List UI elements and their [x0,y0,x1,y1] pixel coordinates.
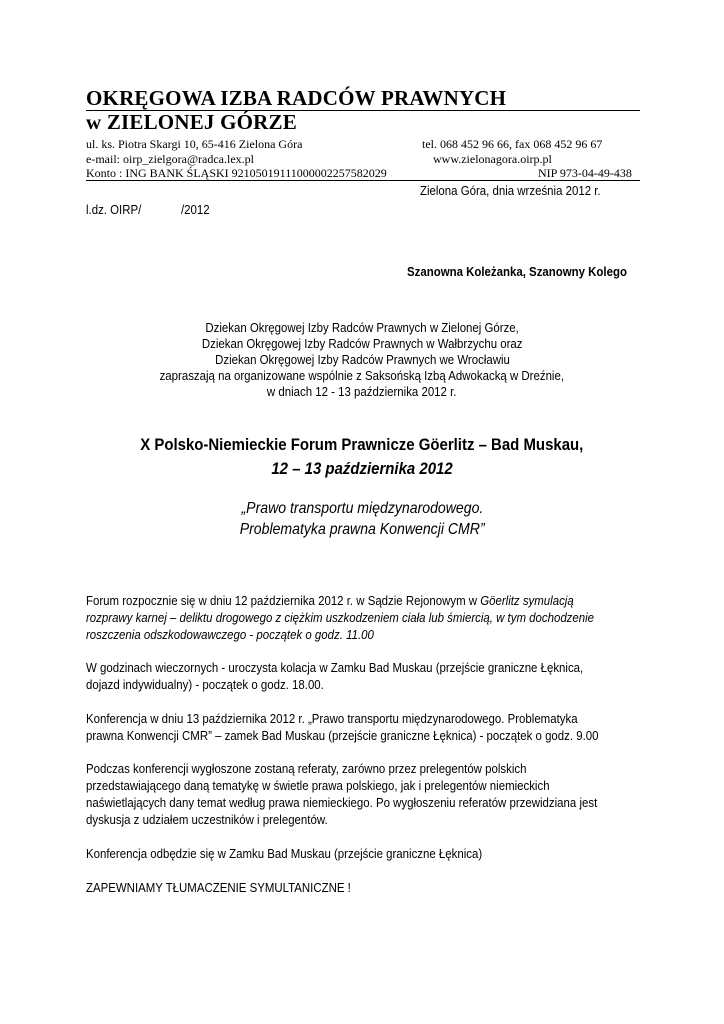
invitation-block [60,320,664,400]
reference-year [181,202,214,217]
paragraph-text: rozprawy karnej – deliktu drogowego z ciężkim uszkodzeniem ciała lub śmiercią, w tym dochodzenie [86,610,595,625]
event-subtitle-text: Problematyka prawna Konwencji CMR” [239,521,485,538]
place-date [420,183,625,198]
paragraph-line [86,811,638,828]
paragraph-line [86,676,638,693]
org-name-line1: OKRĘGOWA IZBA RADCÓW PRAWNYCH [86,86,507,110]
reference-number [86,202,149,217]
org-nip: NIP 973-04-49-438 [538,166,632,180]
paragraph-text: Podczas konferencji wygłoszone zostaną referaty, zarówno przez prelegentów polskich [86,761,527,776]
paragraph-line [86,609,638,626]
paragraph-text: prawna Konwencji CMR” – zamek Bad Muskau (przejście graniczne Łęknica) - początek o godz. 9.00 [86,728,599,743]
invitation-line [60,368,664,384]
invitation-text: zapraszają na organizowane wspólnie z Saksońską Izbą Adwokacką w Dreźnie, [159,368,565,383]
paragraph-text: naświetlających dany temat według prawa niemieckiego. Po wygłoszeniu referatów przewidziana jest [86,795,598,810]
paragraph-forum-start [86,592,638,643]
invitation-line [60,320,664,336]
paragraph-text: Forum rozpocznie się w dniu 12 października 2012 r. w Sądzie Rejonowym w [86,593,481,608]
event-title [40,435,684,455]
invitation-text: Dziekan Okręgowej Izby Radców Prawnych w Zielonej Górze, [205,320,519,335]
paragraph-line [86,794,638,811]
paragraph-line [86,760,638,777]
paragraph-text: dojazd indywidualny) - początek o godz. 18.00. [86,677,324,692]
org-phone-fax: tel. 068 452 96 66, fax 068 452 96 67 [422,137,603,151]
reference-prefix: l.dz. OIRP/ [86,202,142,217]
org-website: www.zielonagora.oirp.pl [433,152,552,166]
paragraph-evening-dinner [86,659,638,693]
paragraph-line [86,710,638,727]
greeting-text: Szanowna Koleżanka, Szanowny Kolego [407,264,627,279]
org-bank-account: Konto : ING BANK ŚLĄSKI 92105019111000002257582029 [86,166,387,180]
paragraph-text: ZAPEWNIAMY TŁUMACZENIE SYMULTANICZNE ! [86,880,351,895]
event-title-text: X Polsko-Niemieckie Forum Prawnicze Göerlitz – Bad Muskau, [140,435,584,454]
invitation-text: Dziekan Okręgowej Izby Radców Prawnych we Wrocławiu [214,352,510,367]
paragraph-line [86,727,638,744]
paragraph-line [86,592,638,609]
paragraph-line [86,626,638,643]
paragraph-text: Konferencja odbędzie się w Zamku Bad Muskau (przejście graniczne Łęknica) [86,846,483,861]
paragraph-text-italic: Göerlitz symulacją [480,593,574,608]
place-date-text: Zielona Góra, dnia września 2012 r. [420,183,601,198]
org-name-line2: w ZIELONEJ GÓRZE [86,110,297,134]
org-address: ul. ks. Piotra Skargi 10, 65-416 Zielona Góra [86,137,303,151]
event-subtitle-text: „Prawo transportu międzynarodowego. [241,500,483,517]
paragraph-text: W godzinach wieczornych - uroczysta kolacja w Zamku Bad Muskau (przejście graniczne Łęknica, [86,660,584,675]
letterhead-rule-bottom [86,180,640,181]
paragraph-line [86,845,638,862]
paragraph-text: roszczenia odszkodowawczego - początek o godz. 11.00 [86,627,374,642]
paragraph-conference [86,710,638,744]
paragraph-text: Konferencja w dniu 13 października 2012 r. „Prawo transportu międzynarodowego. Problematyka [86,711,578,726]
invitation-text: w dniach 12 - 13 października 2012 r. [267,384,457,399]
event-dates [40,459,684,479]
invitation-line [60,352,664,368]
event-subtitle-line1 [40,500,684,518]
paragraph-line [86,659,638,676]
paragraph-text: przedstawiającego daną tematykę w świetle prawa polskiego, jak i prelegentów niemieckich [86,778,550,793]
org-email: e-mail: oirp_zielgora@radca.lex.pl [86,152,254,166]
paragraph-lectures [86,760,638,828]
paragraph-line [86,777,638,794]
paragraph-line [86,879,638,896]
greeting [407,264,657,279]
invitation-line [60,384,664,400]
reference-suffix: /2012 [181,202,210,217]
paragraph-translation [86,879,638,896]
paragraph-location [86,845,638,862]
invitation-line [60,336,664,352]
invitation-text: Dziekan Okręgowej Izby Radców Prawnych w Wałbrzychu oraz [201,336,523,351]
paragraph-text: dyskusja z udziałem uczestników i prelegentów. [86,812,328,827]
event-dates-text: 12 – 13 października 2012 [271,459,453,478]
event-subtitle-line2 [40,521,684,539]
